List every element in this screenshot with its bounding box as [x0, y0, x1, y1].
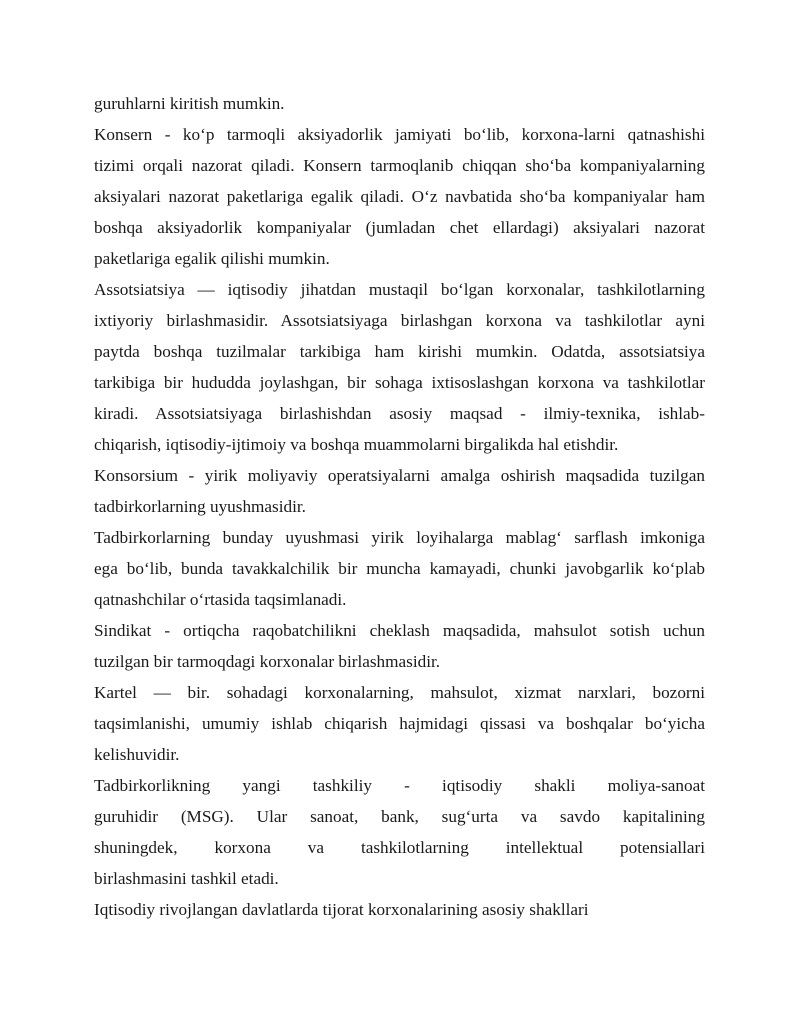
- text-line: Tadbirkorlikning yangi tashkiliy - iqtisodiy shakli moliya-sanoat: [94, 776, 705, 795]
- text-line: aksiyalari nazorat paketlariga egalik qiladi. O‘z navbatida sho‘ba kompaniyalar ham: [94, 187, 705, 206]
- text-line: Tadbirkorlarning bunday uyushmasi yirik loyihalarga mablag‘ sarflash imkoniga: [94, 528, 705, 547]
- text-line: taqsimlanishi, umumiy ishlab chiqarish hajmidagi qissasi va boshqalar bo‘yicha: [94, 714, 705, 733]
- text-line: Konsern - ko‘p tarmoqli aksiyadorlik jamiyati bo‘lib, korxona-larni qatnashishi: [94, 125, 705, 144]
- text-line: birlashmasini tashkil etadi.: [94, 869, 279, 888]
- text-line: paytda boshqa tuzilmalar tarkibiga ham kirishi mumkin. Odatda, assotsiatsiya: [94, 342, 705, 361]
- text-line: chiqarish, iqtisodiy-ijtimoiy va boshqa muammolarni birgalikda hal etishdir.: [94, 435, 619, 454]
- text-line: qatnashchilar o‘rtasida taqsimlanadi.: [94, 590, 347, 609]
- text-line: kelishuvidir.: [94, 745, 180, 764]
- text-line: Iqtisodiy rivojlangan davlatlarda tijorat korxonalarining asosiy shakllari: [94, 900, 589, 919]
- text-line: guruhidir (MSG). Ular sanoat, bank, sug‘urta va savdo kapitalining: [94, 807, 705, 826]
- text-line: tarkibiga bir hududda joylashgan, bir sohaga ixtisoslashgan korxona va tashkilotlar: [94, 373, 705, 392]
- text-line: paketlariga egalik qilishi mumkin.: [94, 249, 330, 268]
- text-line: Konsorsium - yirik moliyaviy operatsiyalarni amalga oshirish maqsadida tuzilgan: [94, 466, 705, 485]
- text-line: boshqa aksiyadorlik kompaniyalar (jumladan chet ellardagi) aksiyalari nazorat: [94, 218, 705, 237]
- text-line: tadbirkorlarning uyushmasidir.: [94, 497, 306, 516]
- text-line: ega bo‘lib, bunda tavakkalchilik bir muncha kamayadi, chunki javobgarlik ko‘plab: [94, 559, 705, 578]
- text-line: tizimi orqali nazorat qiladi. Konsern tarmoqlanib chiqqan sho‘ba kompaniyalarning: [94, 156, 705, 175]
- text-line: tuzilgan bir tarmoqdagi korxonalar birlashmasidir.: [94, 652, 441, 671]
- text-line: Kartel — bir. sohadagi korxonalarning, mahsulot, xizmat narxlari, bozorni: [94, 683, 705, 702]
- text-line: guruhlarni kiritish mumkin.: [94, 94, 285, 113]
- document-page: [94, 88, 705, 925]
- text-line: Sindikat - ortiqcha raqobatchilikni cheklash maqsadida, mahsulot sotish uchun: [94, 621, 705, 640]
- text-line: ixtiyoriy birlashmasidir. Assotsiatsiyaga birlashgan korxona va tashkilotlar ayni: [94, 311, 705, 330]
- text-line: Assotsiatsiya — iqtisodiy jihatdan mustaqil bo‘lgan korxonalar, tashkilotlarning: [94, 280, 705, 299]
- text-line: kiradi. Assotsiatsiyaga birlashishdan asosiy maqsad - ilmiy-texnika, ishlab-: [94, 404, 705, 423]
- text-line: shuningdek, korxona va tashkilotlarning intellektual potensiallari: [94, 838, 705, 857]
